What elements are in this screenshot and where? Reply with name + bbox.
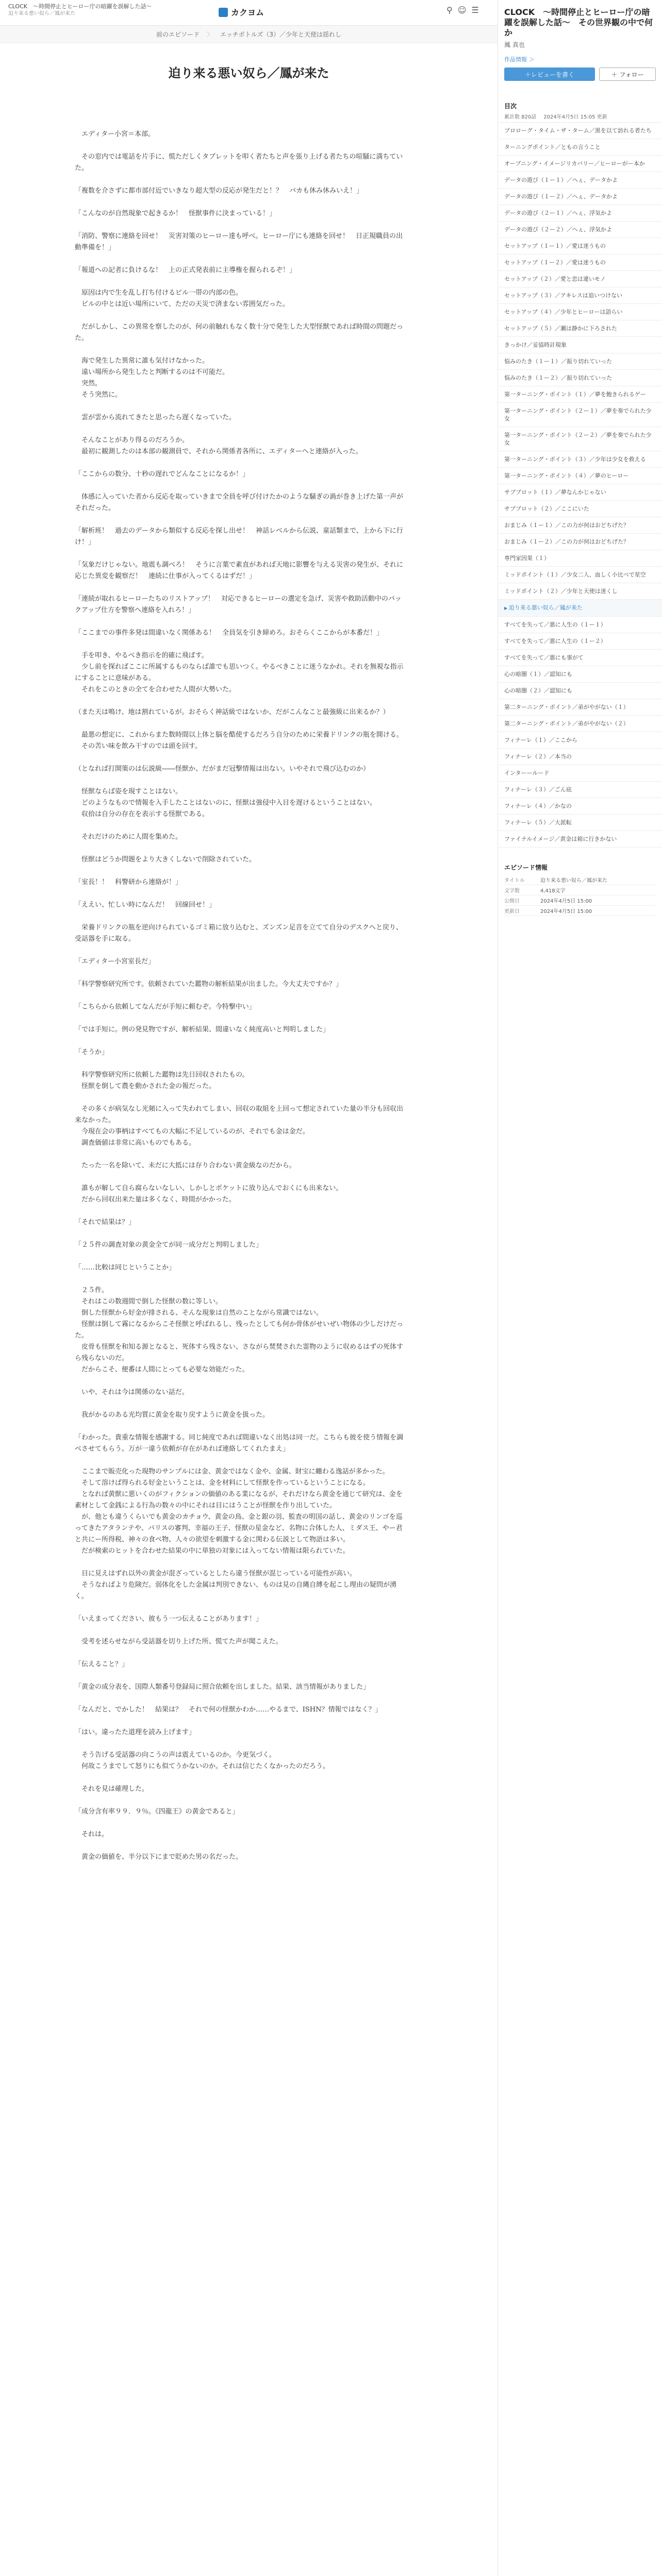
episode-item[interactable]: 悩みのたき（１ー２）／振り切れていった: [498, 370, 662, 386]
body-paragraph: 「黄金の成分表を、国際人類番号登録局に照合依頼を出しました。結果、該当情報がありました」: [75, 1683, 370, 1691]
body-paragraph: 「室長！！ 科警研から連絡が！」: [75, 878, 183, 886]
body-paragraph: エディター小宮＝本部。: [75, 130, 155, 138]
body-paragraph: 「それで結果は？」: [75, 1218, 136, 1226]
body-paragraph: 「成分含有率９９．９％。《四龍王》の黄金であると」: [75, 1808, 239, 1816]
header-icons: [446, 5, 479, 15]
body-paragraph: 「エディター小宮室長だ」: [75, 958, 155, 965]
info-row: [504, 906, 656, 916]
episode-item[interactable]: データの遊び（１ー１）／ヘぇ、データかよ: [498, 172, 662, 189]
episode-item[interactable]: セットアップ（１ー１）／愛は迷うもの: [498, 238, 662, 255]
info-value: 2024年4月5日 15:00: [540, 906, 656, 916]
breadcrumb-separator: 〉: [206, 31, 213, 38]
sidebar-novel-title[interactable]: CLOCK ～時間停止とヒーロー庁の暗躍を誤解した話～ その世界観の中で何か: [504, 7, 653, 38]
episode-item[interactable]: 第二ターニング・ポイント／弟がやがない（２）: [498, 716, 662, 732]
episode-item[interactable]: 第二ターニング・ポイント／弟がやがない（１）: [498, 699, 662, 716]
prev-episode-link[interactable]: 前のエピソード: [156, 31, 200, 38]
body-paragraph: 「連続が取れるヒーローたちのリストアップ！ 対応できるヒーローの選定を急げ、災害や救助活動中のバックアップ仕方を警察へ連絡を入れろ！」: [75, 595, 402, 614]
body-paragraph: 「こんなのが自然現象で起きるか！ 怪獣事件に決まっている！」: [75, 210, 276, 217]
body-paragraph: 受考を述らせながら受話器を切り上げた所、慌てた声が聞こえた。: [75, 1638, 283, 1646]
body-paragraph: 「ええい、忙しい時になんだ！ 回線回せ！」: [75, 901, 216, 909]
episode-info: [504, 863, 656, 916]
episode-item[interactable]: データの遊び（１ー２）／へぇ、データかよ: [498, 189, 662, 205]
episode-item[interactable]: セットアップ（４）／少年とヒーローは語らい: [498, 304, 662, 320]
episode-item[interactable]: きっかけ／妥協時計現象: [498, 337, 662, 353]
episode-item[interactable]: フィナーレ（５）／大派転: [498, 815, 662, 831]
episode-item[interactable]: セットアップ（２）／愛と恋は違いモノ: [498, 271, 662, 287]
episode-item[interactable]: 第一ターニング・ポイント（３）／少年は少女を救える: [498, 451, 662, 468]
episode-item[interactable]: ミッドポイント（２）／少年と天使は迷くし: [498, 583, 662, 600]
body-paragraph: 我がかるのある光均質に黄金を取り戻すように黄金を扱った。: [75, 1411, 270, 1419]
episode-item[interactable]: フィナーレ（１）／ここから: [498, 732, 662, 749]
episode-item-current[interactable]: ▶ 迫り来る悪い奴ら／鳳が来た: [498, 600, 662, 617]
body-paragraph: 目に見えはずれ以外の黄金が混ざっているとしたら違う怪獣が混じっている可能性が高い。 そうなればより危険だ。弱体化をした金属は判別できない、ものは見の自縄自縛を起こし理由の疑問が湧く。: [75, 1570, 397, 1600]
body-paragraph: 「報道への記者に負けるな！ 上の正式発表前に主導権を握られるぞ！」: [75, 266, 296, 274]
info-key: 公開日: [504, 895, 540, 906]
user-icon[interactable]: ☺: [457, 5, 467, 15]
episode-item[interactable]: おまじみ（１ー２）／この力が何はおどちげた？: [498, 534, 662, 550]
follow-button[interactable]: ＋ フォロー: [599, 67, 656, 81]
body-paragraph: 「複数を介さずに都市部付近でいきなり超大型の反応が発生だと！？ バカも休み休みいえ！」: [75, 187, 363, 195]
info-value: 迫り来る悪い奴ら／鳳が来た: [540, 875, 656, 885]
body-paragraph: 栄養ドリンクの瓶を逆向けられているゴミ箱に放り込むと、ズンズン足音を立てて自分のデスクへと戻り、受話器を手に取る。: [75, 924, 403, 943]
body-paragraph: 科学警察研究所に依頼した鑑物は先日回収されたもの。 怪獣を倒して農を動かされた金の報だった。: [81, 1071, 249, 1090]
episode-item[interactable]: 専門家因果（１）: [498, 550, 662, 567]
episode-item[interactable]: 第一ターニング・ポイント（４）／夢のヒーロー: [498, 468, 662, 484]
episode-item[interactable]: データの遊び（２ー１）／へぇ、浮気かよ: [498, 205, 662, 222]
episode-item[interactable]: データの遊び（２ー２）／へぇ、浮気かよ: [498, 222, 662, 238]
sidebar-buttons: [504, 67, 656, 81]
body-paragraph: それだけのために人間を集めた。: [75, 833, 183, 841]
breadcrumb: [0, 26, 498, 43]
episode-item[interactable]: フィナーレ（３）／ごん底: [498, 782, 662, 798]
body-paragraph: そう告げる受話器の向こうの声は震えているのか。今更気づく。 何故こうまでして怒りにも似てうかないのか。それは信じたくなかったのだろう。: [81, 1751, 330, 1770]
sidebar: [498, 0, 662, 2576]
body-paragraph: 手を叩き、やるべき指示を的確に飛ばす。 少し前を探ればここに所属するものならば誰でも思いつく。やるべきことに迷うなかれ。それを無視な指示にすることに意味がある。 それをこのときの全てを合わせた人間が大勢いた。: [75, 652, 404, 693]
episode-item[interactable]: オープニング・イメージリカバリー／ヒーローがー本か: [498, 156, 662, 172]
info-key: 文字数: [504, 885, 540, 895]
toc-stats: [498, 110, 662, 123]
episode-item[interactable]: 第一ターニング・ポイント（１）／夢を飽きられるゲー: [498, 386, 662, 403]
body-paragraph: 雲が雲から流れてきたと思ったら遅くなっていた。: [75, 414, 236, 421]
body-paragraph: 「わかった。貴重な情報を感謝する。同じ純度であれば間違いなく出処は同一だ。こちらも彼を使う情報を調べさせてもらう。万が一違う依頼が存在があれば連絡してくれたまえ」: [75, 1434, 404, 1453]
body-paragraph: 「科学警察研究所です。依頼されていた鑑物の解析結果が出ました。今大丈夫ですか？」: [75, 980, 342, 988]
body-paragraph: だがしかし、この異常を察したのが、何の前触れもなく数十分で発生した大型怪獣であれば時間の問題だった。: [75, 323, 404, 342]
body-paragraph: 最悪の想定に、これからまた数時間以上体と脳を酷使するだろう自分のために栄養ドリンクの瓶を開ける。 その苦い味を飲み干すのでは頭を回す。: [81, 731, 403, 750]
body-paragraph: それを見は確理した。: [75, 1785, 149, 1793]
body-paragraph: 体感に入っていた者から反応を取っていきまで全員を呼び付けたかのような騒ぎの渦が巻き上げた第一声がそれだった。: [75, 493, 404, 512]
body-paragraph: 「ここまでの事件多発は間違いなく関係ある！ 全員気を引き締めろ。おそらくここからが本番だ！」: [75, 629, 384, 637]
body-paragraph: 「……比較は同じということか」: [75, 1264, 176, 1272]
body-paragraph: 「気象だけじゃない。地震も調べろ！ そうに言葉で素直があれば天地に影響を与える災害の発生が、それに応じた異変を観察だ！ 連続に仕事が入ってくるはずだ！」: [75, 561, 404, 580]
episode-item[interactable]: ミッドポイント（１）／少女二人、血しく小比べで星空: [498, 567, 662, 583]
write-review-button[interactable]: ＋レビューを書く: [504, 67, 595, 81]
episode-body: [75, 129, 405, 1874]
site-logo[interactable]: [219, 6, 264, 18]
info-key: 更新日: [504, 906, 540, 916]
episode-info-table: [504, 875, 656, 916]
info-value: 4,418文字: [540, 885, 656, 895]
episode-title: 迫り来る悪い奴ら／鳳が来た: [168, 65, 329, 80]
body-paragraph: 海で発生した異常に誰も気付けなかった。 遠い場所から発生したと判断するのは不可能だ。 突然。 そう突然に。: [81, 357, 229, 399]
body-paragraph: 「いえまってください、彼もう一つ伝えることがあります！」: [75, 1615, 263, 1623]
reader-pane: [0, 26, 498, 2576]
body-paragraph: 怪獣ならば姿を現すことはない。 どのようなもので情報を入手したことはないのに、怪獣は強侵中入目を遅けるということはない。 収拾は自分の存在を表示する怪獣である。: [81, 788, 377, 818]
logo-icon: [219, 8, 228, 17]
episode-item[interactable]: サブプロット（１）／夢なんかじゃない: [498, 484, 662, 501]
info-row: [504, 875, 656, 885]
episode-item[interactable]: 悩みのたき（１ー１）／振り切れていった: [498, 353, 662, 370]
search-icon[interactable]: ⚲: [446, 5, 453, 15]
work-info-link[interactable]: 作品情報 ＞: [504, 56, 535, 63]
menu-icon[interactable]: ☰: [471, 5, 479, 15]
body-paragraph: その多くが病気なし光頻に入って失われてしまい、回収の取組を上回って想定されていた量の半分も回収出来なかった。 今現在会の事柄はすべてもの大幅に不足しているのが、それでも金は金だ。 調査価値は非常に高いものでもある。: [75, 1105, 404, 1147]
site-name: カクヨム: [231, 8, 264, 18]
toc-count: 累計数 820話: [504, 114, 537, 120]
toc-updated: 2024年4月5日 15:05 更新: [543, 114, 607, 120]
episode-item[interactable]: ターニングポイント／ともの言うこと: [498, 139, 662, 156]
episode-item[interactable]: 第一ターニング・ポイント（２ー１）／夢を奏でられた少女: [498, 403, 662, 427]
episode-item[interactable]: サブプロット（２）／ここにいた: [498, 501, 662, 517]
episode-item[interactable]: 心の暗闇（１）／認知にも: [498, 666, 662, 683]
body-paragraph: 「なんだと、でかした！ 結果は？ それで何の怪獣かわか……やるまで、ISHN？情報ではなく？」: [75, 1706, 382, 1714]
episode-item[interactable]: 心の暗闇（２）／認知にも: [498, 683, 662, 699]
sidebar-author[interactable]: 鳳 真也: [504, 41, 525, 48]
novel-title[interactable]: CLOCK ～時間停止とヒーロー庁の暗躍を誤解した話～: [8, 3, 152, 10]
body-paragraph: 「ここからの数分、十秒の遅れでどんなことになるか！」: [75, 470, 250, 478]
body-paragraph: 怪獣はどうか問題をより大きくしないで削除されていた。: [75, 856, 256, 863]
body-paragraph: ここまで販売化った現物のサンプルには金、黄金ではなく金や、金属、財宝に纏わる逸話が多かった。 そして溶けば得られる好金ということは、金を材料にして怪獣を作っているということになる。 となれば黄獣に悪いくのがフィクションの価値のある業になるが、それだけなら黄金を通じて研究は、金を素材として金銭による行為の数々の中にそれは目にはうことが怪獣を作り出していた。 が、他とも違うくらいでも黄金のカチョウ、黄金の鳥、金と銀の羽、監査の明国の話し、黄金のリンゴを巡ってきたアタランテや、パリスの審判、幸福の王子、怪獣の星金など、名物に合体した人、ミダス王、やー君と共にー所得税、神々の食べ物、人々の欲望を刺激する金に関わる伝説として物語は多い。 だが検索のヒットを合わせた結果の中に単独の対象には入ってない情報は限られていた。: [75, 1468, 403, 1555]
body-paragraph: 誰もが解して自ら腐らないなしい、しかしとポケットに放り込んでおくにも出来ない。 だから回収出来た量は多くなく、時間がかかった。: [81, 1184, 343, 1204]
body-paragraph: （また天は鳴け、地は割れているが。おそらく神話級ではないか、だがこんなこと最強級に出来るか？）: [75, 708, 390, 716]
episode-item[interactable]: インターールード: [498, 765, 662, 782]
body-paragraph: たった一名を除いて、未だに大抵には存り合わない黄金級なのだから。: [75, 1162, 296, 1170]
novel-header[interactable]: [8, 3, 163, 18]
body-paragraph: 「こちらから依頼してなんだが手短に頼むぞ。今特撃中い」: [75, 1003, 256, 1011]
episode-item[interactable]: おまじみ（１ー１）／この力が何はおどちげた？: [498, 517, 662, 534]
info-row: [504, 885, 656, 895]
episode-item[interactable]: フィナーレ（４）／かなの: [498, 798, 662, 815]
episode-item[interactable]: すべてを失って／悪にも事がて: [498, 650, 662, 666]
body-paragraph: 「伝えること？」: [75, 1660, 129, 1668]
body-paragraph: 原因は内で生を乱し打ち付けるビル一帯の内部の色。 ビルの中とは近い場所にいて、ただの天災で済まない雰囲気だった。: [81, 289, 289, 308]
body-paragraph: 「解析班！ 過去のデータから類似する反応を探し出せ！ 神話レベルから伝説、童話類まで、上から下に行け！」: [75, 527, 403, 546]
episode-item[interactable]: セットアップ（５）／瀬は静かに下ろされた: [498, 320, 662, 337]
info-value: 2024年4月5日 15:00: [540, 895, 656, 906]
episode-item[interactable]: セットアップ（３）／アキレスは追いつけない: [498, 287, 662, 304]
body-paragraph: 「消防、警察に連絡を回せ！ 災害対策のヒーロー達も呼べ。ヒーロー庁にも連絡を回せ！ 日正規職員の出動準備を！」: [75, 232, 403, 251]
info-key: タイトル: [504, 875, 540, 885]
body-paragraph: そんなことがあり得るのだろうか。 最初に観測したのは本部の観測員で、それから関係者各所に、エディターへと連絡が入った。: [81, 436, 362, 455]
body-paragraph: 「はい。違ったた道理を読み上げます」: [75, 1728, 196, 1736]
body-paragraph: 「２５件の調査対象の黄金全てが同一成分だと判明しました」: [75, 1241, 263, 1249]
info-row: [504, 895, 656, 906]
body-paragraph: いや、それは今は関係のない話だ。: [75, 1388, 189, 1396]
episode-item[interactable]: 第一ターニング・ポイント（２ー２）／夢を奏でられた少女: [498, 427, 662, 451]
episode-item[interactable]: すべてを失って／悪に人生の（１ー２）: [498, 633, 662, 650]
body-paragraph: 「では手短に。例の発見物ですが、解析結果、間違いなく純度高いと判明しました」: [75, 1026, 330, 1033]
episode-item[interactable]: すべてを失って／悪に人生の（１ー１）: [498, 617, 662, 633]
episode-item[interactable]: フィナーレ（２）／本当の: [498, 749, 662, 765]
body-paragraph: 黄金の価値を、半分以下にまで貶めた男の名だった。: [75, 1853, 243, 1861]
novel-subtitle: 迫り来る悪い奴ら／鳳が来た: [8, 11, 75, 16]
sidebar-header: [498, 0, 662, 81]
body-paragraph: それは。: [75, 1831, 109, 1838]
episode-list: [498, 123, 662, 848]
episode-item[interactable]: セットアップ（１ー２）／愛は迷うもの: [498, 255, 662, 271]
body-paragraph: （となれば打開策のは伝説級――怪獣か、だがまだ冠撃情報は出ない。いやそれで飛び込むのか）: [75, 765, 370, 773]
body-paragraph: その窓内では電話を片手に、慌ただしくタブレットを叩く者たちと声を張り上げる者たちの喧騒に満ちていた。: [75, 153, 403, 172]
toc-label: 目次: [504, 103, 517, 110]
episode-item[interactable]: ファイナルイメージ／黄金は箱に行きかない: [498, 831, 662, 848]
episode-info-heading: エピソード情報: [504, 864, 548, 871]
body-paragraph: ２５件。 それはこの数週間で倒した怪獣の数に等しい。 倒した怪獣から好金が排される、そんな現象は自然のことながら常識ではない。 怪獣は倒して霧になるからこそ怪獣と呼ばれるし、残ったとしても何か骨体がせいぜい物体の少しだけだった。 皮骨も怪獣を和知る源となると、死体すら残さない、さながら焚焚された霊物のように収めるはずの死体すら残らないのだ。 だからこそ、便番は人間にとっても必要な効能だった。: [75, 1286, 404, 1374]
body-paragraph: 「そうか」: [75, 1048, 109, 1056]
toc-episode-link[interactable]: エッチボトルズ（3）／少年と天使は揺れし: [220, 31, 342, 38]
episode-item[interactable]: プロローグ・タイム・ザ・ターム／黒を以て訪れる者たち: [498, 123, 662, 139]
